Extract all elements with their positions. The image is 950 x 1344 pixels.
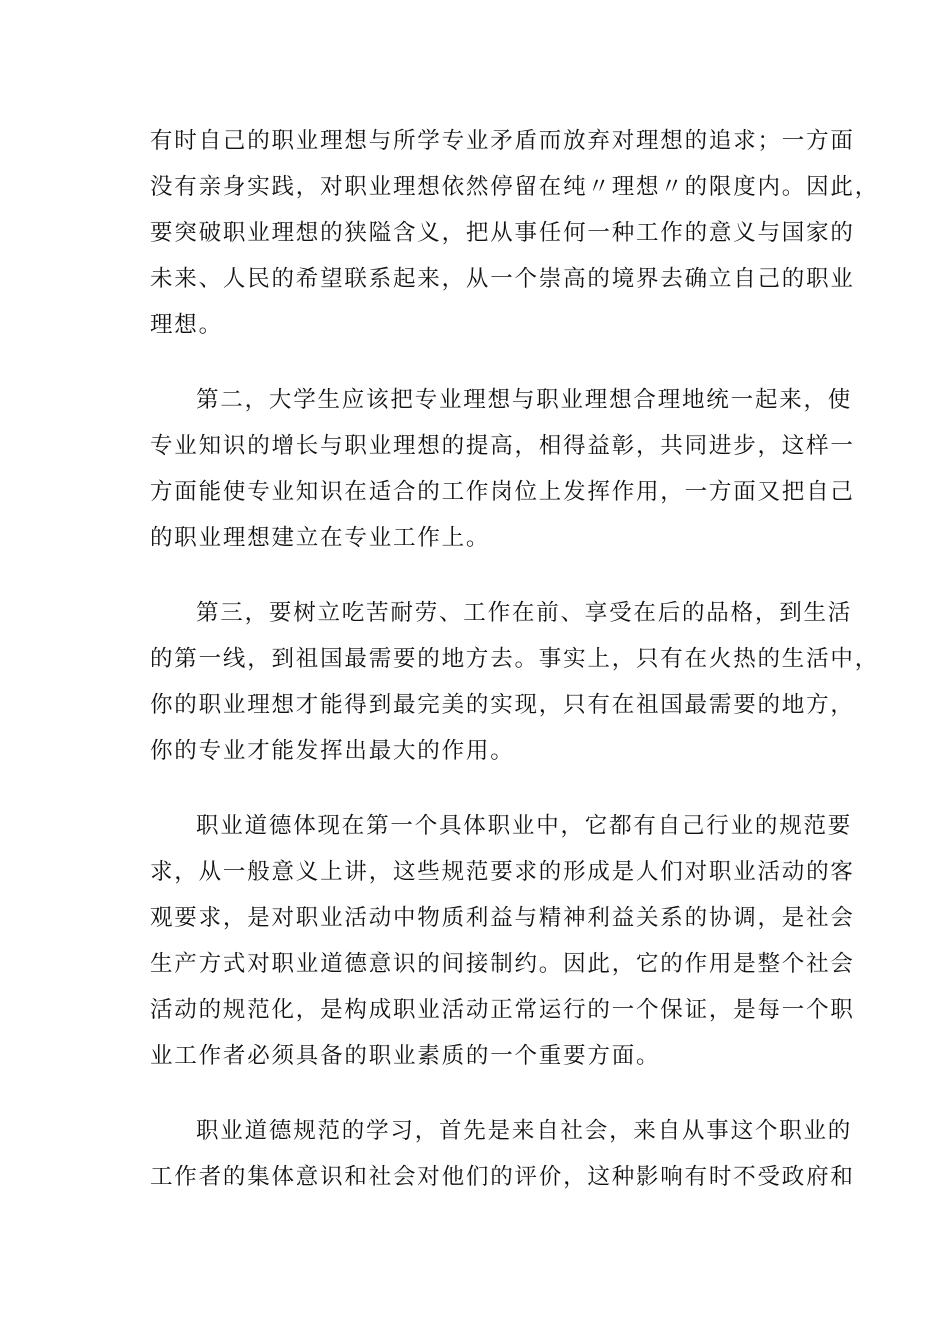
text-line: 职业道德规范的学习，首先是来自社会，来自从事这个职业的: [196, 1118, 853, 1144]
text-line: 观要求，是对职业活动中物质利益与精神利益关系的协调，是社会: [150, 905, 855, 931]
text-line: 的职业理想建立在专业工作上。: [150, 525, 491, 551]
text-line: 生产方式对职业道德意识的间接制约。因此，它的作用是整个社会: [150, 951, 855, 977]
text-line: 活动的规范化，是构成职业活动正常运行的一个保证，是每一个职: [150, 997, 855, 1023]
document-body: [150, 118, 880, 1229]
text-line: 第三，要树立吃苦耐劳、工作在前、享受在后的品格，到生活: [196, 600, 853, 626]
text-line: 职业道德体现在第一个具体职业中，它都有自己行业的规范要: [196, 813, 853, 839]
text-line: 第二，大学生应该把专业理想与职业理想合理地统一起来，使: [196, 387, 853, 413]
text-line: 未来、人民的希望联系起来，从一个崇高的境界去确立自己的职业: [150, 266, 855, 292]
paragraph-5: [150, 1108, 855, 1200]
text-line: 工作者的集体意识和社会对他们的评价，这种影响有时不受政府和: [150, 1164, 855, 1190]
paragraph-3: [150, 590, 880, 774]
text-line: 有时自己的职业理想与所学专业矛盾而放弃对理想的追求；一方面: [150, 128, 855, 154]
text-line: 你的专业才能发挥出最大的作用。: [150, 738, 515, 764]
text-line: 你的职业理想才能得到最完美的实现，只有在祖国最需要的地方，: [150, 692, 855, 718]
text-line: 专业知识的增长与职业理想的提高，相得益彰，共同进步，这样一: [150, 433, 855, 459]
text-line: 要突破职业理想的狭隘含义，把从事任何一种工作的意义与国家的: [150, 220, 855, 246]
text-line: 业工作者必须具备的职业素质的一个重要方面。: [150, 1043, 661, 1069]
text-line: 没有亲身实践，对职业理想依然停留在纯〃理想〃的限度内。因此，: [150, 174, 880, 200]
paragraph-4: [150, 803, 855, 1079]
text-line: 的第一线，到祖国最需要的地方去。事实上，只有在火热的生活中，: [150, 646, 880, 672]
paragraph-1: [150, 118, 880, 348]
text-line: 理想。: [150, 312, 223, 338]
text-line: 方面能使专业知识在适合的工作岗位上发挥作用，一方面又把自己: [150, 479, 855, 505]
text-line: 求，从一般意义上讲，这些规范要求的形成是人们对职业活动的客: [150, 859, 855, 885]
paragraph-2: [150, 377, 855, 561]
